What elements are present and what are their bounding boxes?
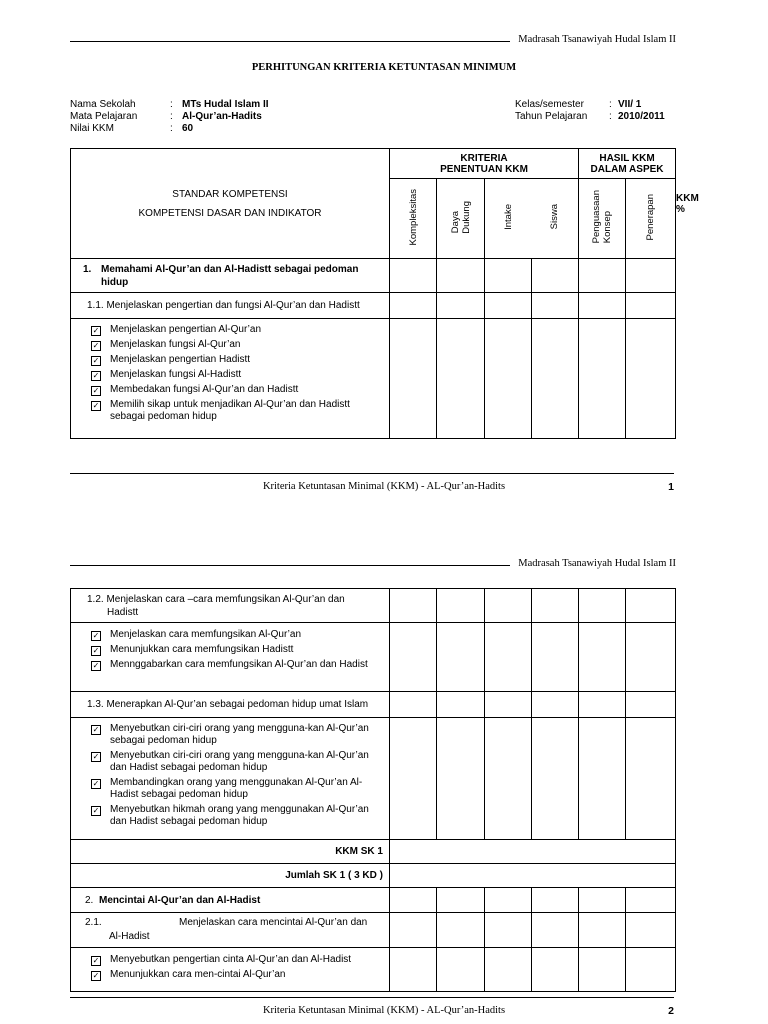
page-number: 1 bbox=[668, 481, 674, 493]
checkbox-icon bbox=[91, 371, 101, 381]
checkbox-icon bbox=[91, 356, 101, 366]
kd13-cell: 1.3. Menerapkan Al-Qur’an sebagai pedoman hidup umat Islam bbox=[71, 692, 390, 718]
checkbox-icon bbox=[91, 956, 101, 966]
col-kompleksitas: Kompleksitas bbox=[390, 179, 437, 259]
checkbox-icon bbox=[91, 752, 101, 762]
indicator-item: ✓ Membandingkan orang yang menggunakan Al-Qur’an Al-Hadist sebagai pedoman hidup bbox=[91, 777, 389, 801]
kkm-table-page2 bbox=[70, 588, 676, 992]
footer-rule bbox=[70, 473, 674, 474]
indicator-item: ✓ Memilih sikap untuk menjadikan Al-Qur’an dan Hadistt sebagai pedoman hidup bbox=[91, 399, 389, 423]
checkbox-icon bbox=[91, 971, 101, 981]
page-2 bbox=[0, 540, 768, 1024]
kd12-indicators bbox=[71, 623, 390, 692]
kkm-table-page1: STANDAR KOMPETENSI KOMPETENSI DASAR DAN INDIKATOR KRITERIA PENENTUAN KKM HASIL KKM DALAM ASPEK KKM % Kompleksitas DayaDukung Intake Siswa PenguasaanKonsep Penerapan 1. Memahami Al-Qur’an dan Al-Hadistt sebagai pedoman hidup 1.1. Menjelaskan pengertian dan fungsi Al-Qur’an dan Hadistt ✓ Menjelaskan pengertian Al-Qur’an ✓ Menjelaskan fungsi Al-Qur’an ✓ Menjelaskan pengertian Hadistt ✓ Menjelaskan fungsi Al-Hadistt ✓ Membedakan fungsi Al-Qur’an dan Hadistt ✓ Memilih sikap untuk menjadikan Al-Qur’an dan Hadistt sebagai pedoman hidup bbox=[70, 148, 676, 439]
indicator-item: ✓ Menyebutkan ciri-ciri orang yang mengguna-kan Al-Qur’an dan Hadist sebagai pedoman hidup bbox=[91, 750, 389, 774]
checkbox-icon bbox=[91, 326, 101, 336]
kd13-indicators bbox=[71, 718, 390, 840]
indicator-item: ✓ Menjelaskan pengertian Al-Qur’an bbox=[91, 324, 389, 336]
header-standar-line1: STANDAR KOMPETENSI bbox=[172, 188, 288, 200]
checkbox-icon bbox=[91, 646, 101, 656]
sk1-cell: 1. Memahami Al-Qur’an dan Al-Hadistt sebagai pedoman hidup bbox=[71, 259, 390, 293]
indicator-item: ✓ Menyebutkan ciri-ciri orang yang mengguna-kan Al-Qur’an sebagai pedoman hidup bbox=[91, 723, 389, 747]
col-penerapan: Penerapan bbox=[626, 179, 676, 259]
indicator-item: ✓ Menunjukkan cara men-cintai Al-Qur’an bbox=[91, 969, 389, 981]
checkbox-icon bbox=[91, 401, 101, 411]
jumlah-sk1-label: Jumlah SK 1 ( 3 KD ) bbox=[71, 864, 390, 888]
indicator-item: ✓ Menjelaskan fungsi Al-Hadistt bbox=[91, 369, 389, 381]
indicator-item: ✓ Menyebutkan pengertian cinta Al-Qur’an dan Al-Hadist bbox=[91, 954, 389, 966]
sk2-cell: 2. Mencintai Al-Qur’an dan Al-Hadist bbox=[71, 888, 390, 913]
header-rule bbox=[70, 565, 510, 566]
footer-text: Kriteria Ketuntasan Minimal (KKM) - AL-Qur’an-Hadits bbox=[262, 481, 506, 492]
info-left bbox=[70, 99, 269, 135]
kd21-indicators bbox=[71, 948, 390, 992]
indicator-item: ✓ Menunjukkan cara memfungsikan Hadistt bbox=[91, 644, 389, 656]
header-school: Madrasah Tsanawiyah Hudal Islam II bbox=[518, 558, 676, 569]
col-intake-siswa: Intake bbox=[485, 179, 532, 259]
checkbox-icon bbox=[91, 386, 101, 396]
jumlah-sk1-value bbox=[390, 864, 676, 888]
header-kriteria: KRITERIA PENENTUAN KKM bbox=[390, 149, 579, 179]
info-row-subject: Mata Pelajaran : Al-Qur’an-Hadits bbox=[70, 111, 262, 122]
checkbox-icon bbox=[91, 725, 101, 735]
document-title: PERHITUNGAN KRITERIA KETUNTASAN MINIMUM bbox=[251, 62, 517, 73]
header-school: Madrasah Tsanawiyah Hudal Islam II bbox=[518, 34, 676, 45]
col-penguasaan-konsep: PenguasaanKonsep bbox=[579, 179, 626, 259]
kd11-indicators bbox=[71, 319, 390, 439]
footer-text: Kriteria Ketuntasan Minimal (KKM) - AL-Qur’an-Hadits bbox=[262, 1005, 506, 1016]
indicator-item: ✓ Mennggabarkan cara memfungsikan Al-Qur’an dan Hadist bbox=[91, 659, 389, 671]
checkbox-icon bbox=[91, 631, 101, 641]
checkbox-icon bbox=[91, 341, 101, 351]
indicator-item: ✓ Menjelaskan fungsi Al-Qur’an bbox=[91, 339, 389, 351]
checkbox-icon bbox=[91, 806, 101, 816]
kd11-cell: 1.1. Menjelaskan pengertian dan fungsi Al-Qur’an dan Hadistt bbox=[71, 293, 390, 319]
kd12-cell: 1.2. Menjelaskan cara –cara memfungsikan Al-Qur’an dan Hadistt bbox=[71, 589, 390, 623]
info-row-year: Tahun Pelajaran : 2010/2011 bbox=[515, 111, 665, 122]
indicator-item: ✓ Menyebutkan hikmah orang yang menggunakan Al-Qur’an dan Hadist sebagai pedoman hidup bbox=[91, 804, 389, 828]
checkbox-icon bbox=[91, 779, 101, 789]
header-rule bbox=[70, 41, 510, 42]
indicator-item: ✓ Membedakan fungsi Al-Qur’an dan Hadistt bbox=[91, 384, 389, 396]
header-standar-cell bbox=[71, 149, 390, 259]
info-row-school: Nama Sekolah : MTs Hudal Islam II bbox=[70, 99, 269, 110]
kkm-sk1-label: KKM SK 1 bbox=[71, 840, 390, 864]
col-siswa: Siswa bbox=[532, 179, 579, 259]
info-row-kkm: Nilai KKM : 60 bbox=[70, 123, 194, 134]
info-row-class: Kelas/semester : VII/ 1 bbox=[515, 99, 642, 110]
page-number: 2 bbox=[668, 1005, 674, 1017]
kd21-cell: 2.1. Menjelaskan cara mencintai Al-Qur’an dan Al-Hadist bbox=[71, 913, 390, 948]
info-right bbox=[515, 99, 665, 123]
footer-rule bbox=[70, 997, 674, 998]
checkbox-icon bbox=[91, 661, 101, 671]
header-standar-line2: KOMPETENSI DASAR DAN INDIKATOR bbox=[138, 207, 322, 219]
kkm-sk1-value bbox=[390, 840, 676, 864]
indicator-item: ✓ Menjelaskan pengertian Hadistt bbox=[91, 354, 389, 366]
indicator-item: ✓ Menjelaskan cara memfungsikan Al-Qur’an bbox=[91, 629, 389, 641]
col-daya-dukung: DayaDukung bbox=[437, 179, 485, 259]
header-hasil: HASIL KKM DALAM ASPEK bbox=[579, 149, 676, 179]
